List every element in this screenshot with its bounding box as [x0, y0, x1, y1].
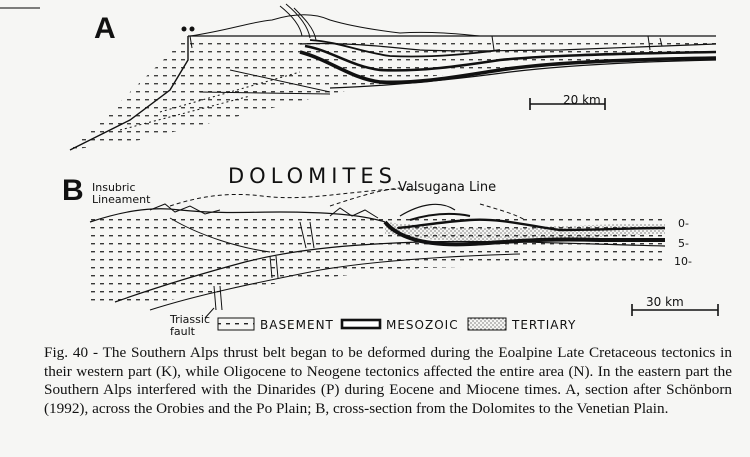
section-b-letter: B: [62, 174, 84, 207]
legend-swatch-mesozoic: [342, 320, 380, 328]
section-a-diagram: [70, 4, 716, 150]
legend-label-basement: BASEMENT: [260, 318, 334, 332]
dolomites-title: DOLOMITES: [228, 164, 397, 188]
legend-label-tertiary: TERTIARY: [512, 318, 577, 332]
depth-tick-5: 5-: [678, 237, 689, 250]
valsugana-line-label: Valsugana Line: [398, 180, 497, 195]
triassic-fault-label: Triassic fault: [170, 313, 210, 338]
section-a-scale-label: 20 km: [563, 93, 601, 107]
legend-label-mesozoic: MESOZOIC: [386, 318, 459, 332]
depth-tick-10: 10-: [674, 255, 692, 268]
legend-swatch-basement: [218, 318, 254, 330]
depth-tick-0: 0-: [678, 217, 689, 230]
legend-swatch-tertiary: [468, 318, 506, 330]
section-b-diagram: [90, 188, 718, 318]
section-b-scale-label: 30 km: [646, 295, 684, 309]
figure-caption: Fig. 40 - The Southern Alps thrust belt began to be deformed during the Eoalpine Late Cretaceous tectonics in their western part (K), while Oligocene to Neogene tectonics affected the entire area (N). In the eastern part the Southern Alps interfered with the Dinarides (P) during Eocene and Miocene times. A, section after Schönborn (1992), across the Orobies and the Po Plain; B, cross-section from the Dolomites to the Venetian Plain.: [44, 344, 732, 417]
insubric-lineament-label: Insubric Lineament: [92, 181, 151, 206]
section-a-letter: A: [94, 12, 116, 45]
